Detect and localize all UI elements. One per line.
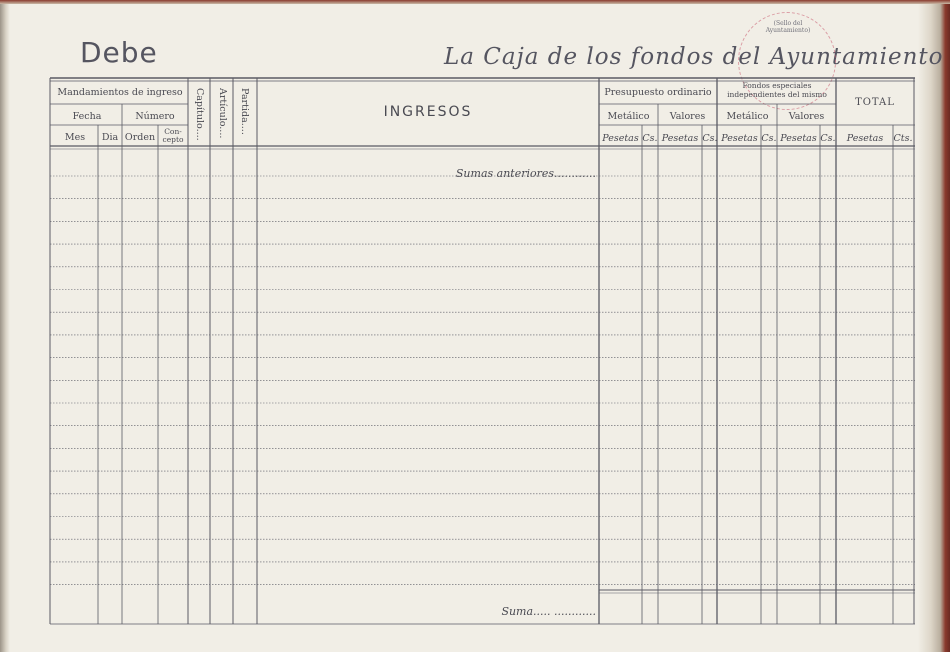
page-title-debe: Debe bbox=[80, 36, 158, 69]
header-cs: Cs. bbox=[820, 133, 836, 144]
header-presupuesto-ordinario: Presupuesto ordinario bbox=[604, 87, 712, 98]
header-mes: Mes bbox=[64, 132, 86, 143]
header-numero: Número bbox=[135, 111, 175, 122]
header-partida: Partida.... bbox=[239, 88, 250, 135]
header-total: TOTAL bbox=[855, 97, 895, 108]
header-orden: Orden bbox=[124, 132, 156, 143]
header-pesetas: Pesetas bbox=[661, 133, 699, 144]
header-pesetas: Pesetas bbox=[602, 133, 639, 144]
header-dia: Dia bbox=[101, 132, 119, 143]
header-fondos-especiales: Fondos especiales independientes del mismo bbox=[727, 81, 827, 99]
header-cs: Cs. bbox=[642, 133, 658, 144]
header-pesetas: Pesetas bbox=[780, 133, 817, 144]
header-cs: Cs. bbox=[761, 133, 777, 144]
header-concepto: Con- cepto bbox=[162, 127, 184, 144]
row-suma: Suma..... ............ bbox=[501, 605, 596, 618]
header-articulo: Artículo.... bbox=[217, 88, 228, 139]
page-title-caja: La Caja de los fondos del Ayuntamiento bbox=[444, 44, 944, 70]
header-fecha: Fecha bbox=[72, 111, 102, 122]
header-valores-ordinario: Valores bbox=[669, 111, 706, 122]
stamp-caption: (Sello del Ayuntamiento) bbox=[765, 20, 811, 34]
header-pesetas: Pesetas bbox=[721, 133, 758, 144]
row-sumas-anteriores: Sumas anteriores............ bbox=[455, 167, 596, 180]
header-capitulo: Capítulo.... bbox=[194, 88, 205, 141]
header-valores-especiales: Valores bbox=[788, 111, 825, 122]
header-cs: Cs. bbox=[702, 133, 718, 144]
header-mandamientos: Mandamientos de ingreso bbox=[57, 87, 183, 98]
header-metalico-especiales: Metálico bbox=[726, 111, 769, 122]
header-pesetas: Pesetas bbox=[846, 133, 884, 144]
header-cts: Cts. bbox=[893, 133, 913, 144]
header-ingresos: INGRESOS bbox=[383, 104, 473, 120]
header-metalico-ordinario: Metálico bbox=[607, 111, 650, 122]
